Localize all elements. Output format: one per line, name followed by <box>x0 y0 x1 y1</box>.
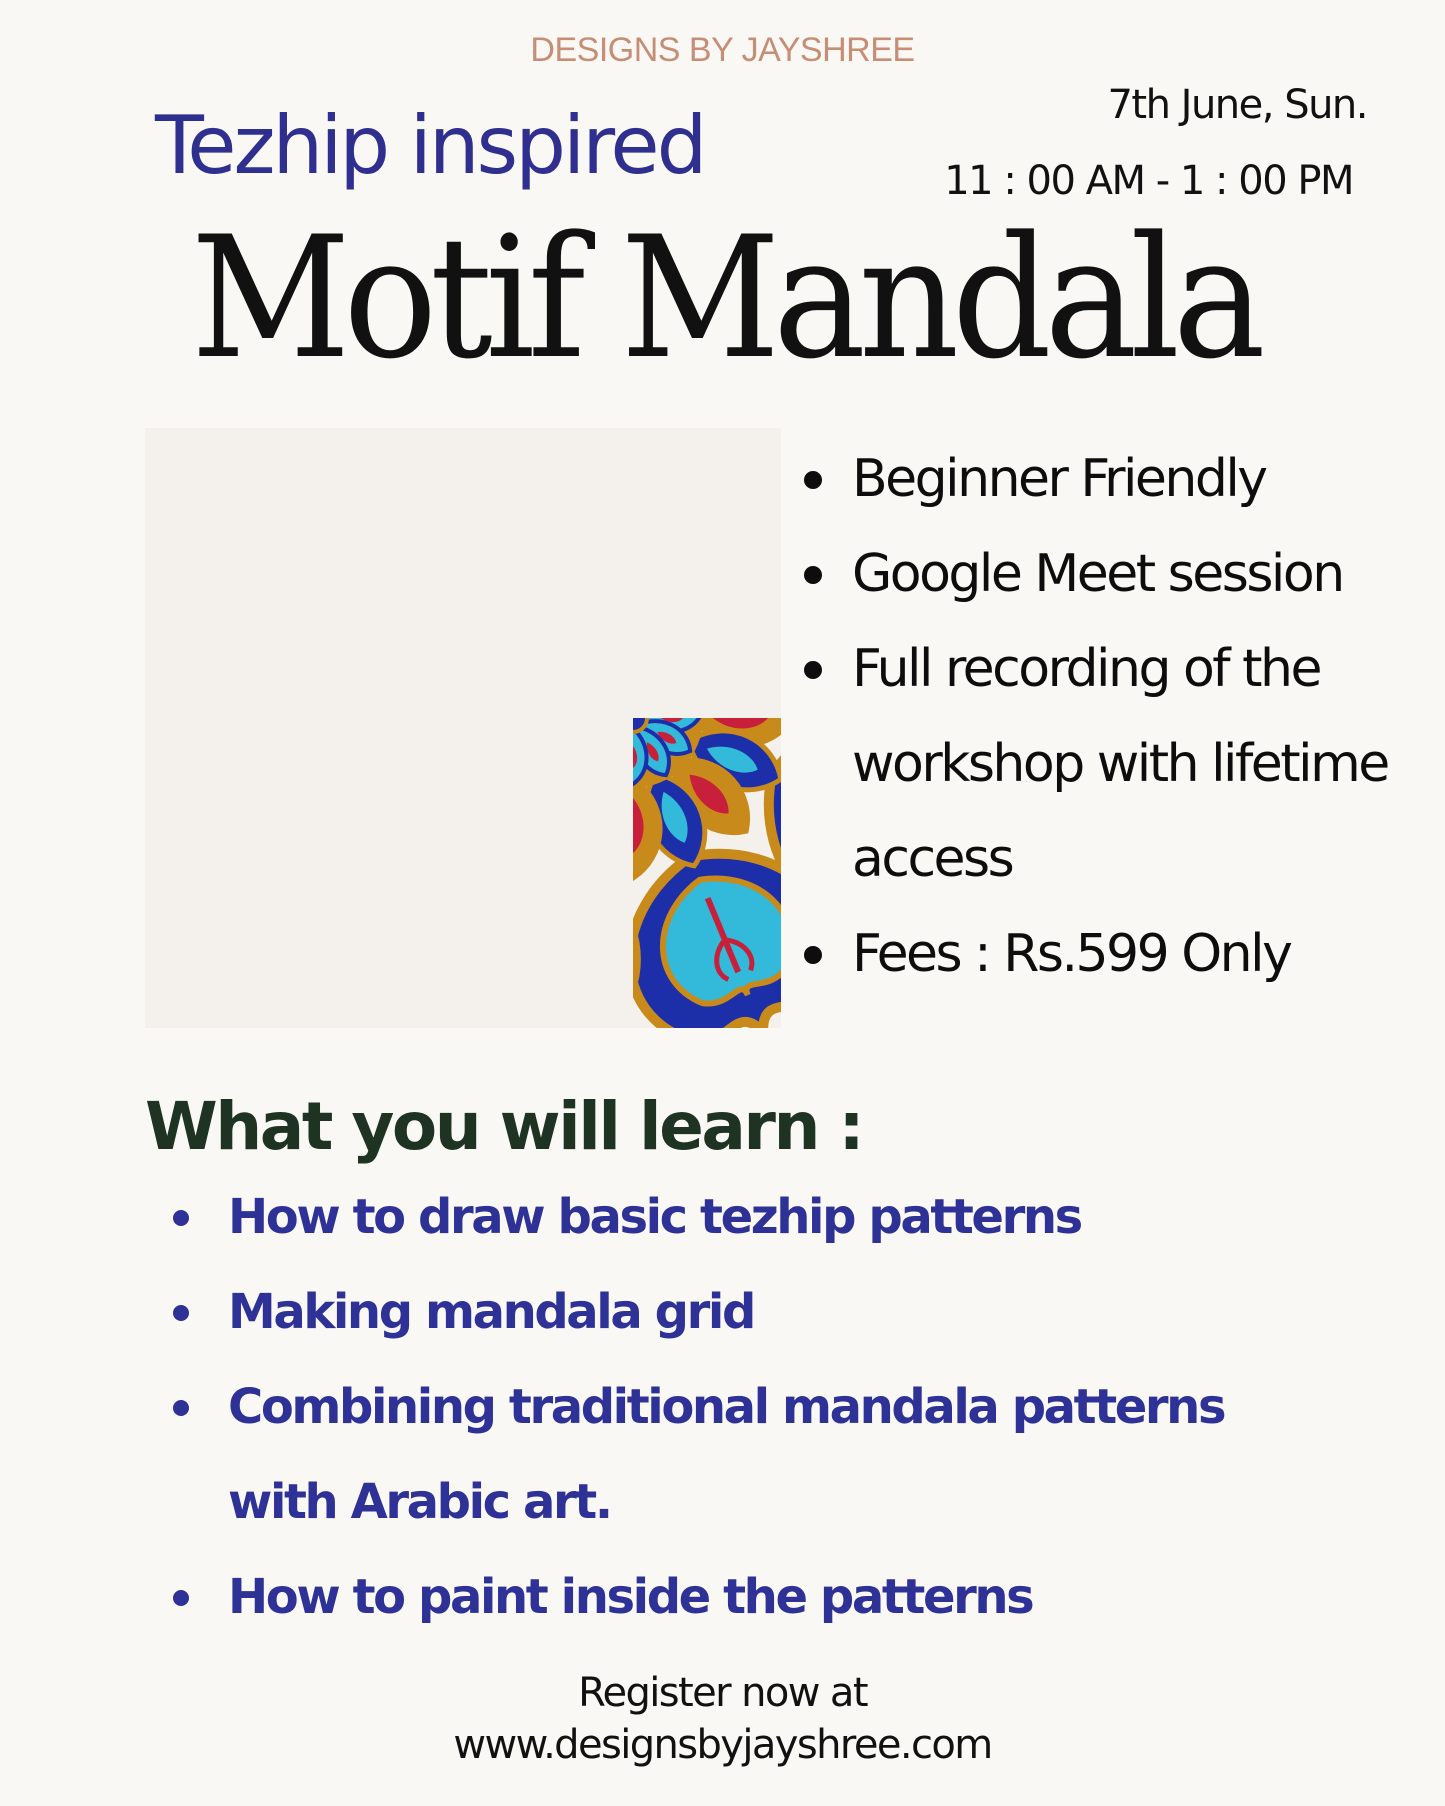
workshop-title: Motif Mandala <box>190 200 1259 396</box>
feature-item-fees: Fees : Rs.599 Only <box>790 907 1440 1002</box>
brand-name: DESIGNS BY JAYSHREE <box>530 31 915 69</box>
workshop-subtitle: Tezhip inspired <box>155 99 705 192</box>
feature-item-recording-cont-2: access <box>852 829 1013 889</box>
learn-item-combining: Combining traditional mandala patterns <box>165 1360 1405 1455</box>
workshop-date: 7th June, Sun. <box>1107 82 1367 128</box>
learn-heading: What you will learn : <box>145 1088 863 1165</box>
mandala-artwork-image <box>145 428 781 1028</box>
learn-list <box>165 1170 1405 1645</box>
workshop-time: 11 : 00 AM - 1 : 00 PM <box>944 158 1353 204</box>
learn-item-painting: How to paint inside the patterns <box>165 1550 1405 1645</box>
register-label: Register now at <box>578 1670 867 1716</box>
register-website-link[interactable]: www.designsbyjayshree.com <box>453 1722 992 1768</box>
feature-item-recording-cont: workshop with lifetime <box>852 734 1388 794</box>
learn-item-mandala-grid: Making mandala grid <box>165 1265 1405 1360</box>
feature-item-recording: Full recording of the <box>790 622 1440 717</box>
learn-item-tezhip-patterns: How to draw basic tezhip patterns <box>165 1170 1405 1265</box>
feature-list <box>790 432 1440 1002</box>
feature-item-beginner: Beginner Friendly <box>790 432 1440 527</box>
mandala-artwork-svg <box>145 428 781 1028</box>
feature-item-google-meet: Google Meet session <box>790 527 1440 622</box>
learn-item-combining-cont: with Arabic art. <box>228 1474 611 1530</box>
